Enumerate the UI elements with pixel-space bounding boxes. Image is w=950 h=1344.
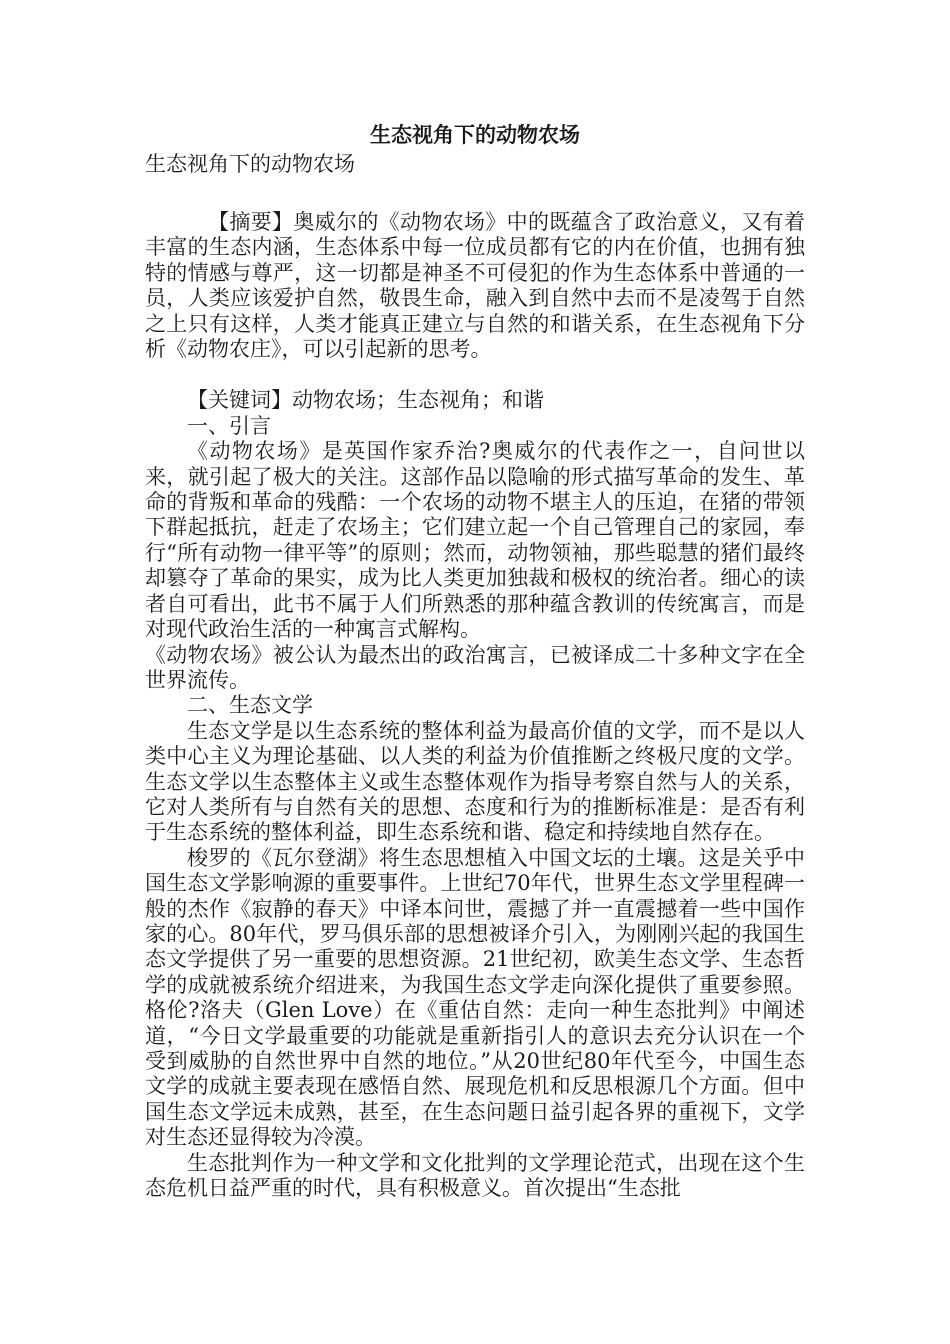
abstract-paragraph: 【摘要】奥威尔的《动物农场》中的既蕴含了政治意义，又有着丰富的生态内涵，生态体系中每一位成员都有它的内在价值，也拥有独特的情感与尊严，这一切都是神圣不可侵犯的作为生态体系中普通的一员，人类应该爱护自然，敬畏生命，融入到自然中去而不是凌驾于自然之上只有这样，人类才能真正建立与自然的和谐关系，在生态视角下分析《动物农庄》，可以引起新的思考。 xyxy=(145,210,805,362)
document-title: 生态视角下的动物农场 xyxy=(370,123,580,147)
document-subtitle: 生态视角下的动物农场 xyxy=(145,152,355,176)
intro-paragraph-2: 《动物农场》被公认为最杰出的政治寓言，已被译成二十多种文字在全世界流传。 xyxy=(145,642,805,692)
section-heading-intro: 一、引言 xyxy=(187,413,271,438)
keywords-paragraph: 【关键词】动物农场；生态视角；和谐 xyxy=(187,388,544,413)
eco-literature-paragraph-2: 梭罗的《瓦尔登湖》将生态思想植入中国文坛的土壤。这是关乎中国生态文学影响源的重要事件。上世纪70年代，世界生态文学里程碑一般的杰作《寂静的春天》中译本问世，震撼了并一直震撼着一些中国作家的心。80年代，罗马俱乐部的思想被译介引入，为刚刚兴起的我国生态文学提供了另一重要的思想资源。21世纪初，欧美生态文学、生态哲学的成就被系统介绍进来，为我国生态文学走向深化提供了重要参照。格伦?洛夫（Glen Love）在《重估自然：走向一种生态批判》中阐述道，“今日文学最重要的功能就是重新指引人的意识去充分认识在一个受到威胁的自然世界中自然的地位。”从20世纪80年代至今，中国生态文学的成就主要表现在感悟自然、展现危机和反思根源几个方面。但中国生态文学远未成熟，甚至，在生态问题日益引起各界的重视下，文学对生态还显得较为冷漠。 xyxy=(145,845,805,1150)
section-heading-eco-literature: 二、生态文学 xyxy=(187,693,313,718)
document-body xyxy=(145,120,805,1201)
eco-literature-paragraph-3: 生态批判作为一种文学和文化批判的文学理论范式，出现在这个生态危机日益严重的时代，具有积极意义。首次提出“生态批 xyxy=(145,1150,805,1201)
intro-paragraph-1: 《动物农场》是英国作家乔治?奥威尔的代表作之一，自问世以来，就引起了极大的关注。这部作品以隐喻的形式描写革命的发生、革命的背叛和革命的残酷：一个农场的动物不堪主人的压迫，在猪的带领下群起抵抗，赶走了农场主；它们建立起一个自己管理自己的家园，奉行“所有动物一律平等”的原则；然而，动物领袖，那些聪慧的猪们最终却篡夺了革命的果实，成为比人类更加独裁和极权的统治者。细心的读者自可看出，此书不属于人们所熟悉的那种蕴含教训的传统寓言，而是对现代政治生活的一种寓言式解构。 xyxy=(145,439,805,642)
spacer xyxy=(145,362,805,388)
spacer xyxy=(145,178,805,210)
eco-literature-paragraph-1: 生态文学是以生态系统的整体利益为最高价值的文学，而不是以人类中心主义为理论基础、以人类的利益为价值推断之终极尺度的文学。生态文学以生态整体主义或生态整体观作为指导考察自然与人的关系，它对人类所有与自然有关的思想、态度和行为的推断标准是：是否有利于生态系统的整体利益，即生态系统和谐、稳定和持续地自然存在。 xyxy=(145,718,805,845)
